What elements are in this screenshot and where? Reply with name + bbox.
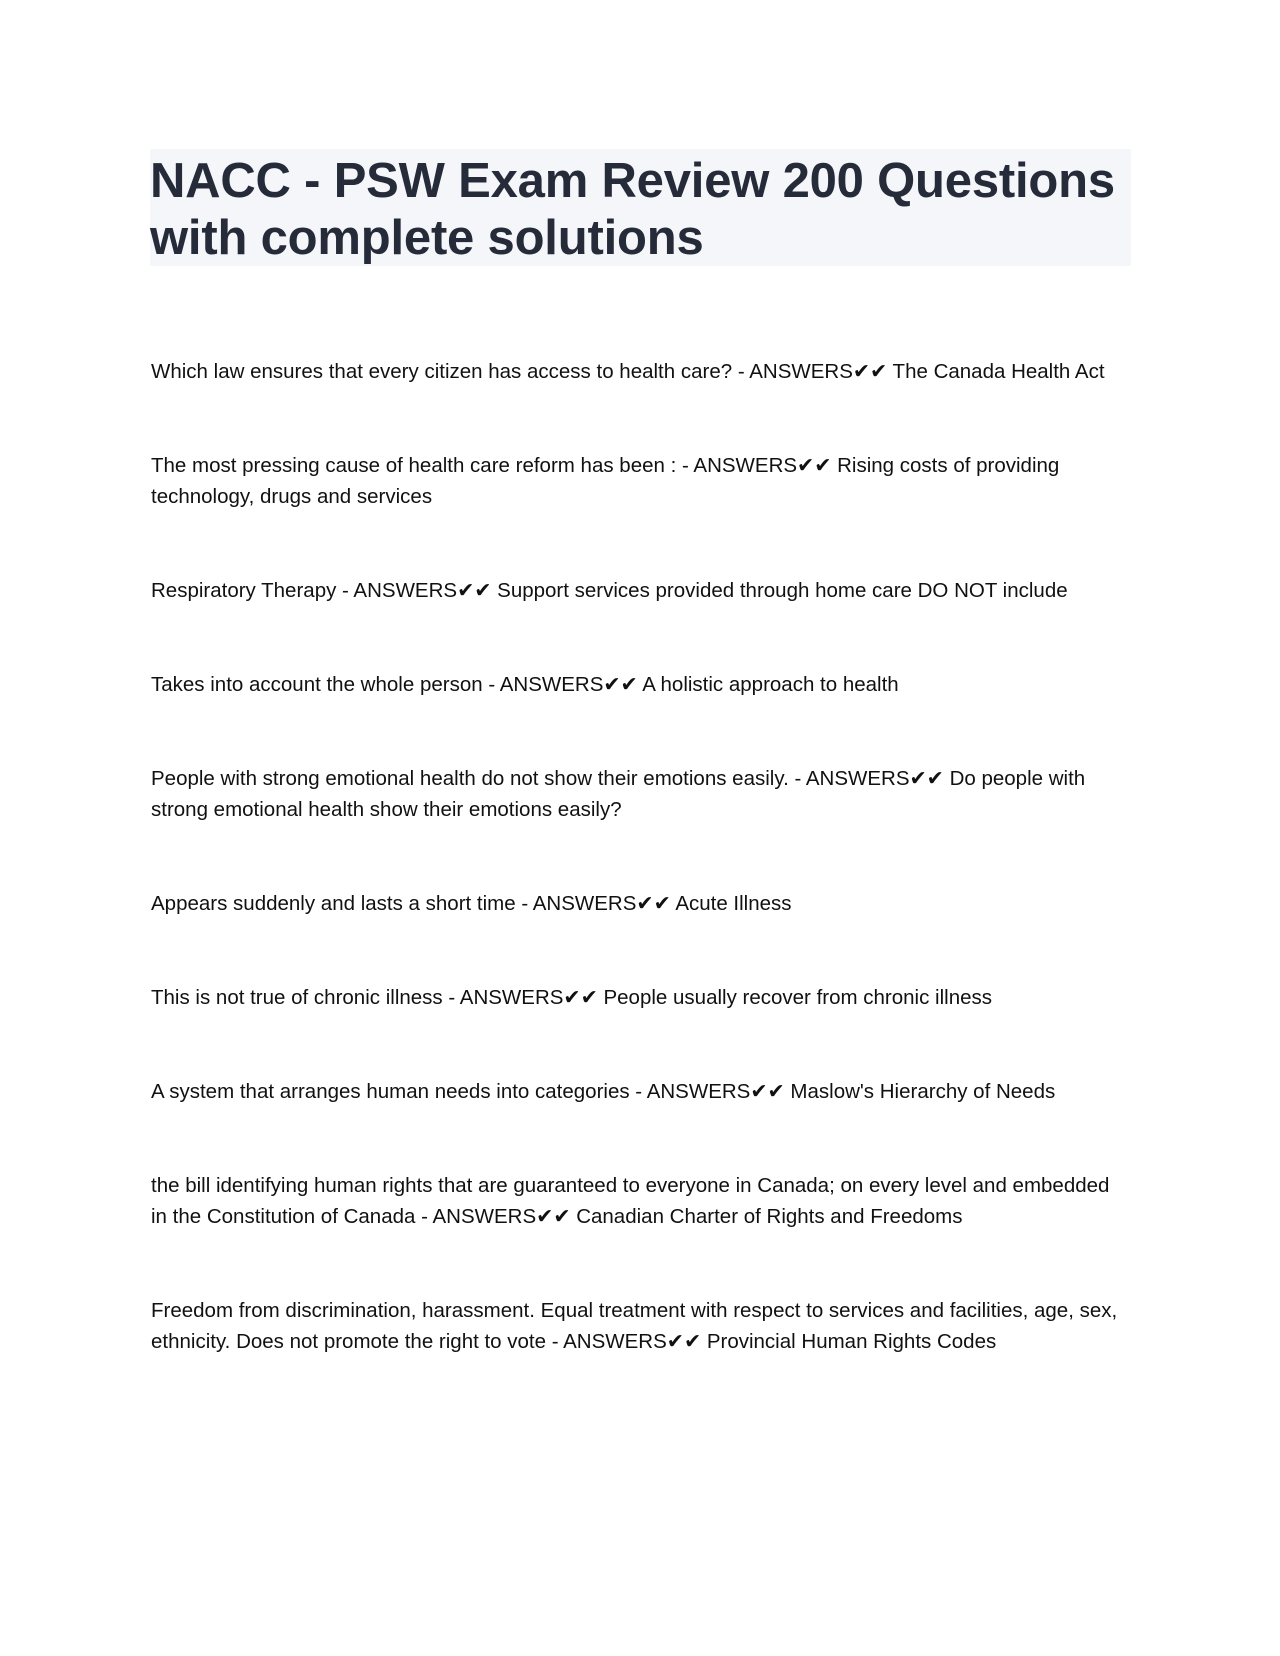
answer-text: Acute Illness — [675, 892, 792, 915]
title-block — [150, 149, 1131, 266]
qa-item — [151, 888, 792, 919]
answers-separator: - ANSWERS✔✔ — [442, 986, 604, 1009]
answers-separator: - ANSWERS✔✔ — [546, 1330, 707, 1353]
question-text: Takes into account the whole person — [151, 673, 483, 696]
qa-item — [151, 763, 1131, 825]
question-text: Appears suddenly and lasts a short time — [151, 892, 516, 915]
qa-item — [151, 1170, 1131, 1232]
qa-item — [151, 1076, 1055, 1107]
question-text: The most pressing cause of health care reform has been : — [151, 454, 677, 477]
question-text: People with strong emotional health do not show their emotions easily. — [151, 767, 789, 790]
qa-item — [151, 982, 992, 1013]
question-text: the bill identifying human rights that are guaranteed to everyone in Canada; on every level and embedded in the Constitution of Canada — [151, 1174, 1110, 1228]
qa-item — [151, 450, 1131, 512]
answer-text: Rising costs of providing technology, drugs and services — [151, 454, 1060, 508]
answers-separator: - ANSWERS✔✔ — [629, 1080, 791, 1103]
answers-separator: - ANSWERS✔✔ — [415, 1205, 577, 1228]
question-text: Respiratory Therapy — [151, 579, 337, 602]
answers-separator: - ANSWERS✔✔ — [336, 579, 498, 602]
question-text: Freedom from discrimination, harassment. Equal treatment with respect to services and facilities, age, sex, ethnicity. Does not promote the right to vote — [151, 1299, 1118, 1353]
answer-text: Support services provided through home care DO NOT include — [497, 579, 1068, 602]
answer-text: Provincial Human Rights Codes — [706, 1330, 997, 1353]
document-title: NACC - PSW Exam Review 200 Questions with complete solutions — [150, 154, 1115, 265]
qa-item — [151, 575, 1068, 606]
question-text: Which law ensures that every citizen has access to health care? — [151, 360, 733, 383]
answers-separator: - ANSWERS✔✔ — [515, 892, 676, 915]
qa-item — [151, 669, 899, 700]
answers-separator: - ANSWERS✔✔ — [482, 673, 643, 696]
answer-text: A holistic approach to health — [642, 673, 899, 696]
answer-text: Do people with strong emotional health show their emotions easily? — [151, 767, 1086, 821]
answers-separator: - ANSWERS✔✔ — [788, 767, 950, 790]
answer-text: Canadian Charter of Rights and Freedoms — [576, 1205, 963, 1228]
answers-separator: - ANSWERS✔✔ — [676, 454, 838, 477]
answer-text: People usually recover from chronic illness — [603, 986, 993, 1009]
answers-separator: - ANSWERS✔✔ — [732, 360, 893, 383]
question-text: This is not true of chronic illness — [151, 986, 443, 1009]
answer-text: The Canada Health Act — [892, 360, 1105, 383]
question-text: A system that arranges human needs into categories — [151, 1080, 630, 1103]
qa-item — [151, 356, 1105, 387]
answer-text: Maslow's Hierarchy of Needs — [790, 1080, 1056, 1103]
qa-item — [151, 1295, 1131, 1357]
